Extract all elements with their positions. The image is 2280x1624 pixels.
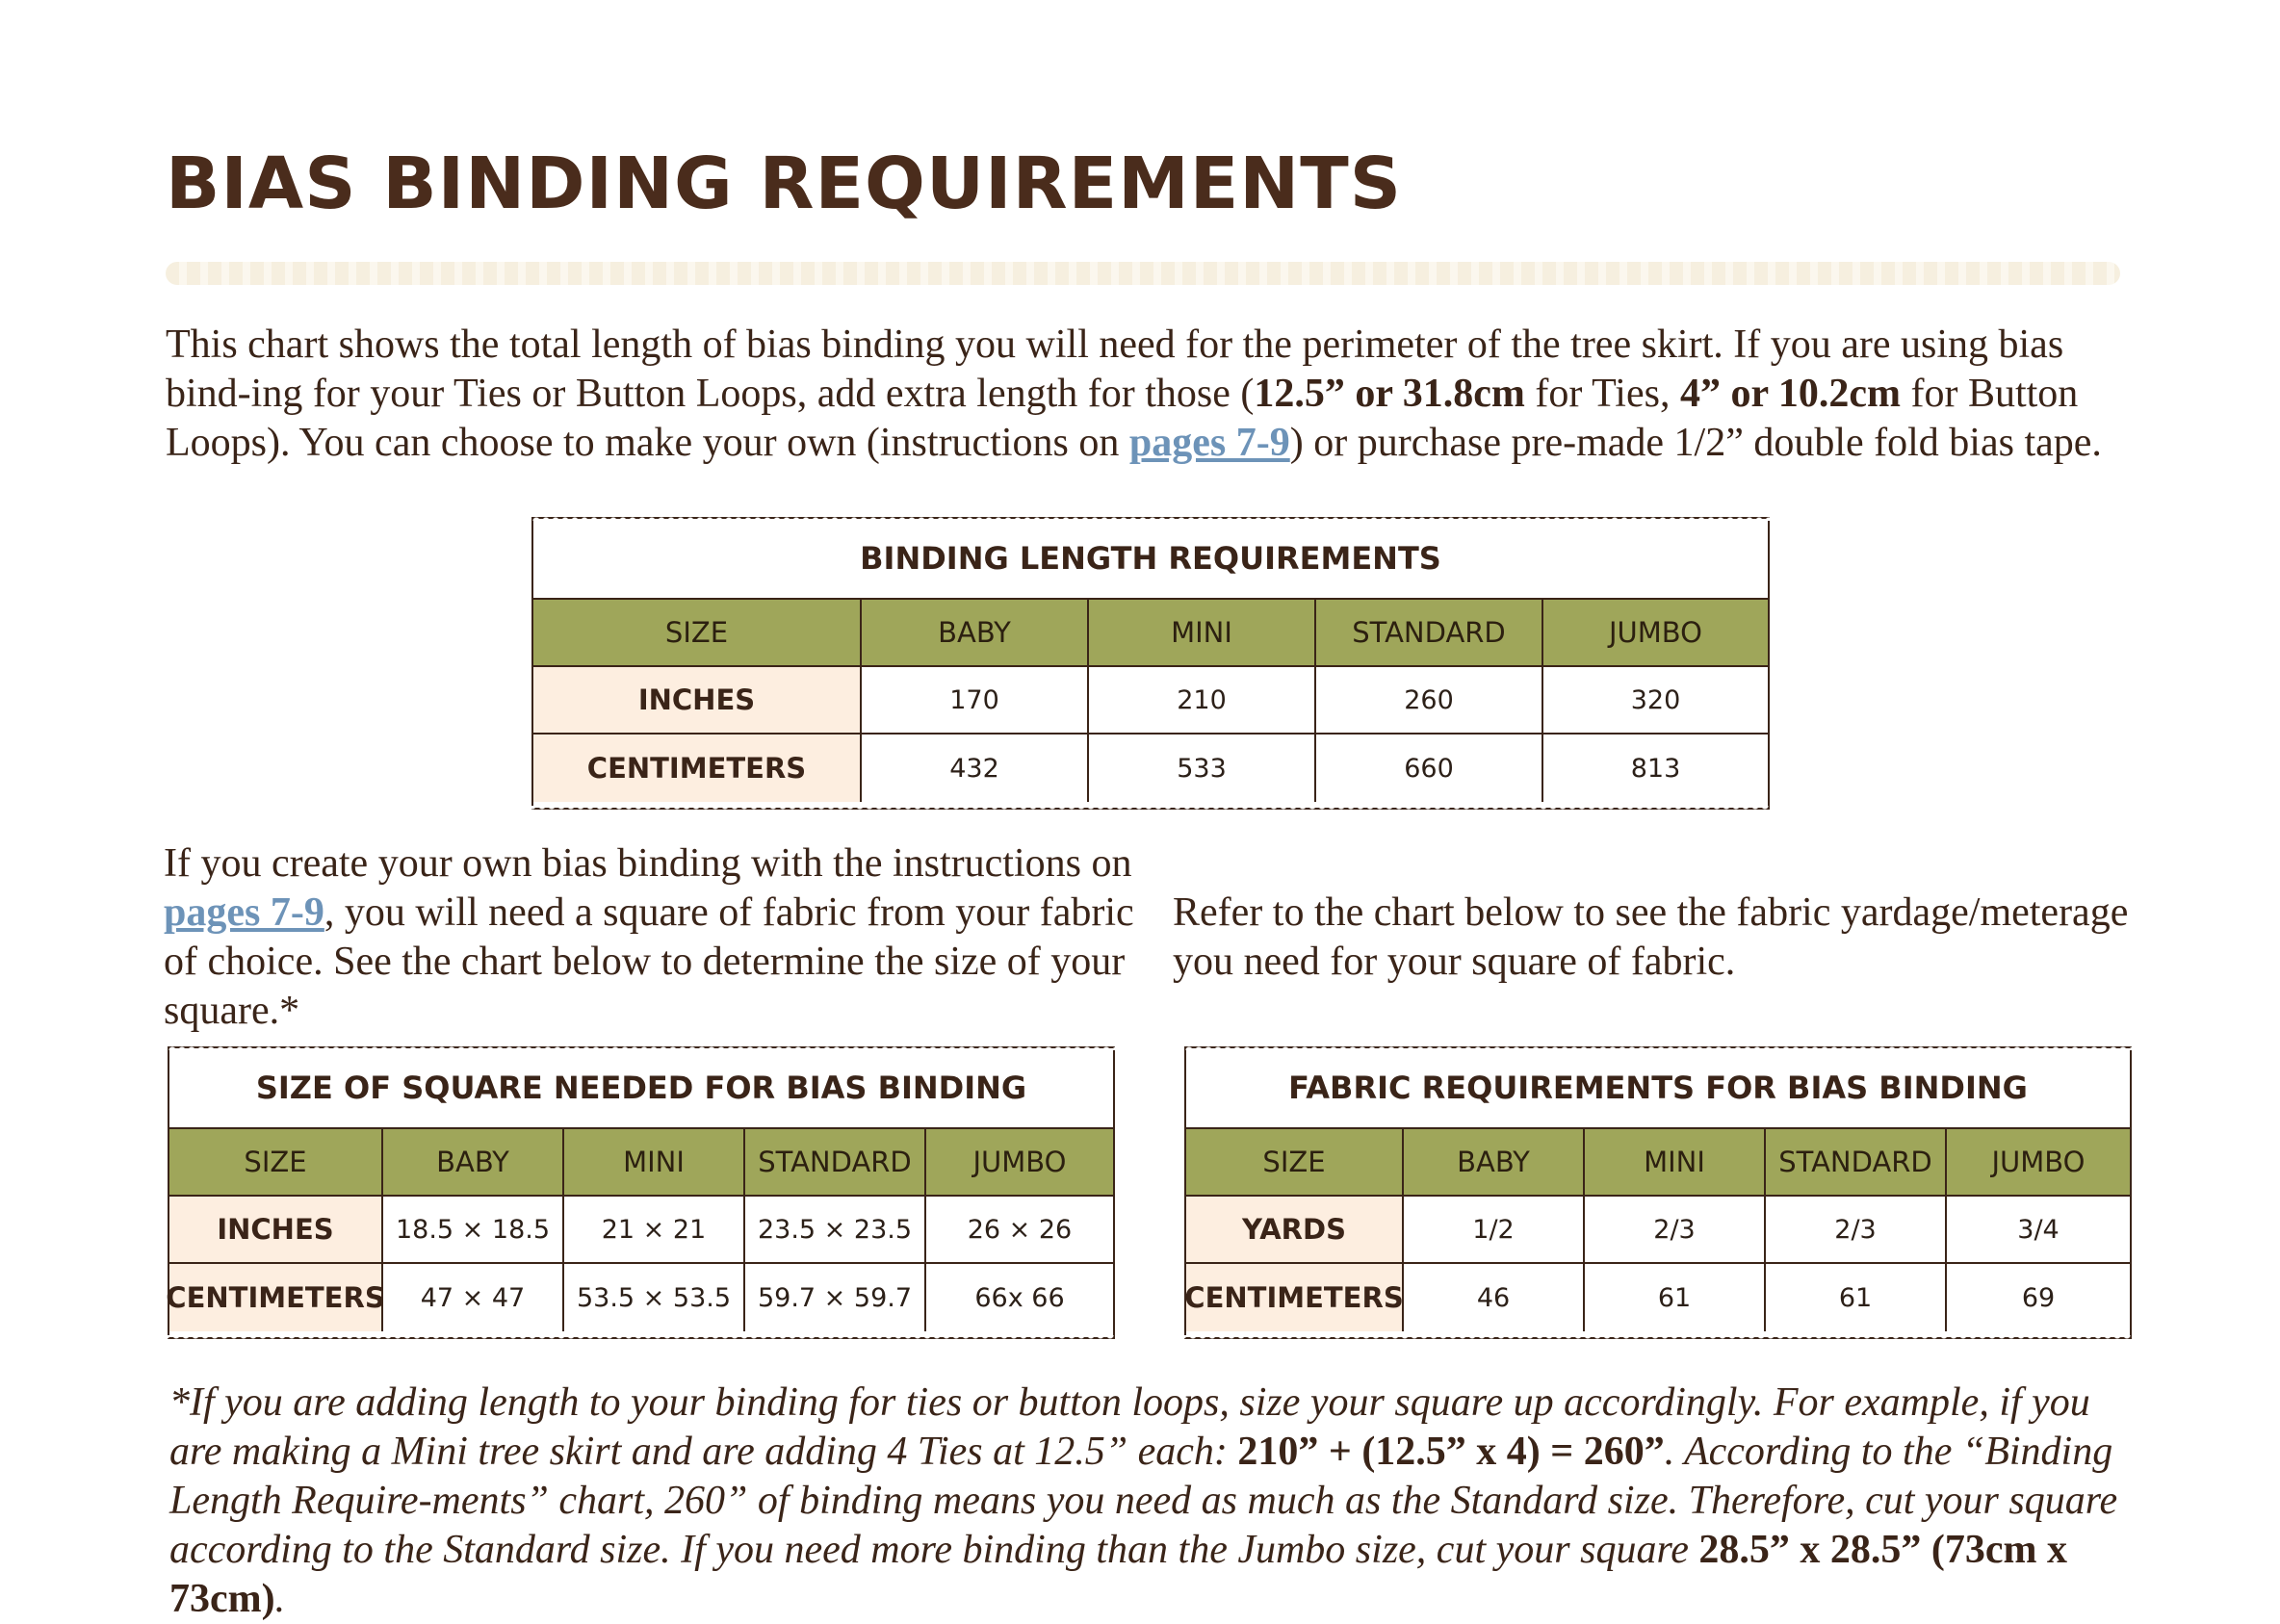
header-jumbo: JUMBO — [1947, 1129, 2130, 1197]
left-text-1: If you create your own bias binding with the instructions on — [164, 841, 1132, 886]
header-standard: STANDARD — [1316, 600, 1543, 667]
table-cell: 210 — [1089, 667, 1316, 735]
header-jumbo: JUMBO — [926, 1129, 1113, 1197]
table-cell: 66x 66 — [974, 1282, 1065, 1313]
intro-text-1: This chart shows the total length of bias binding you will need for the perimeter of the tree skirt. If you are using bias bind-ing for your Ties or Button Loops, add extra length for those ( — [166, 322, 2064, 416]
table-cell: 2/3 — [1585, 1197, 1766, 1264]
row-label-centimeters: CENTIMETERS — [533, 735, 862, 802]
header-standard: STANDARD — [745, 1129, 926, 1197]
square-size-table — [168, 1046, 1115, 1339]
note-formula: 210” + (12.5” x 4) = 260” — [1237, 1430, 1665, 1474]
intro-loops-length: 4” or 10.2cm — [1679, 372, 1901, 416]
left-pages-link[interactable]: pages 7-9 — [164, 890, 324, 935]
row-label-yards: YARDS — [1186, 1197, 1404, 1264]
intro-text-4: ) or purchase pre-made 1/2” double fold bias tape. — [1289, 421, 2102, 465]
row-label-centimeters: CENTIMETERS — [1186, 1264, 1404, 1331]
header-size: SIZE — [1186, 1129, 1404, 1197]
table-cell: 23.5 × 23.5 — [745, 1197, 926, 1264]
row-label-inches: INCHES — [169, 1197, 383, 1264]
header-mini: MINI — [564, 1129, 745, 1197]
table-cell: 18.5 × 18.5 — [383, 1197, 564, 1264]
note-text-1: *If you are adding length to your binding for ties or button loops, size your square up accordingly. For example, if you are making a Mini tree skirt and are adding 4 Ties at 12.5” each: — [169, 1380, 2090, 1474]
row-label-centimeters: CENTIMETERS — [169, 1264, 383, 1331]
header-baby: BABY — [1404, 1129, 1585, 1197]
table-cell: 53.5 × 53.5 — [564, 1264, 745, 1331]
title-divider — [166, 262, 2120, 285]
square-size-table-title: SIZE OF SQUARE NEEDED FOR BIAS BINDING — [169, 1048, 1113, 1129]
header-size: SIZE — [169, 1129, 383, 1197]
table-cell: 46 — [1404, 1264, 1585, 1331]
intro-text-3: for Button Loops). You can choose to make your own (instructions on — [166, 372, 2079, 465]
table-cell: 21 × 21 — [564, 1197, 745, 1264]
row-label-inches: INCHES — [533, 667, 862, 735]
table-cell: 26 × 26 — [926, 1197, 1113, 1264]
header-baby: BABY — [862, 600, 1089, 667]
binding-length-table — [531, 517, 1770, 810]
table-cell: 170 — [862, 667, 1089, 735]
header-mini: MINI — [1089, 600, 1316, 667]
table-cell: 260 — [1316, 667, 1543, 735]
left-text-2: , you will need a square of fabric from your fabric of choice. See the chart below to determine the size of your square.* — [164, 890, 1134, 1033]
header-standard: STANDARD — [1766, 1129, 1947, 1197]
table-cell: 3/4 — [1947, 1197, 2130, 1264]
table-cell: 61 — [1585, 1264, 1766, 1331]
table-cell: 59.7 × 59.7 — [745, 1264, 926, 1331]
intro-paragraph — [166, 321, 2149, 468]
table-cell: 320 — [1543, 667, 1768, 735]
fabric-instructions-paragraph: Refer to the chart below to see the fabric yardage/meterage you need for your square of fabric. — [1173, 890, 2129, 984]
note-text-3: . — [274, 1577, 286, 1621]
header-baby: BABY — [383, 1129, 564, 1197]
page-title: BIAS BINDING REQUIREMENTS — [166, 142, 1403, 225]
table-cell: 432 — [862, 735, 1089, 802]
table-cell: 660 — [1316, 735, 1543, 802]
binding-length-table-title: BINDING LENGTH REQUIREMENTS — [533, 519, 1768, 600]
note-text-2: . According to the “Binding Length Require-ments” chart, 260” of binding means you need as much as the Standard size. Therefore, cut your square according to the Standard size. If you need more binding than the Jumbo size, cut your square — [169, 1430, 2118, 1572]
footnote-paragraph — [169, 1379, 2134, 1624]
header-mini: MINI — [1585, 1129, 1766, 1197]
table-cell: 2/3 — [1766, 1197, 1947, 1264]
table-cell: 813 — [1630, 753, 1681, 784]
fabric-requirements-table-title: FABRIC REQUIREMENTS FOR BIAS BINDING — [1186, 1048, 2130, 1129]
intro-pages-link[interactable]: pages 7-9 — [1128, 421, 1290, 465]
note-jumbo-size: 28.5” x 28.5” (73cm x 73cm) — [169, 1528, 2067, 1621]
square-instructions-paragraph — [164, 839, 1136, 1036]
intro-text-2: for Ties, — [1524, 372, 1680, 416]
table-cell: 1/2 — [1404, 1197, 1585, 1264]
table-cell: 533 — [1089, 735, 1316, 802]
table-cell: 61 — [1766, 1264, 1947, 1331]
table-cell: 69 — [2021, 1282, 2056, 1313]
fabric-requirements-table — [1184, 1046, 2132, 1339]
header-size: SIZE — [533, 600, 862, 667]
table-cell: 47 × 47 — [383, 1264, 564, 1331]
intro-ties-length: 12.5” or 31.8cm — [1254, 372, 1525, 416]
header-jumbo: JUMBO — [1543, 600, 1768, 667]
